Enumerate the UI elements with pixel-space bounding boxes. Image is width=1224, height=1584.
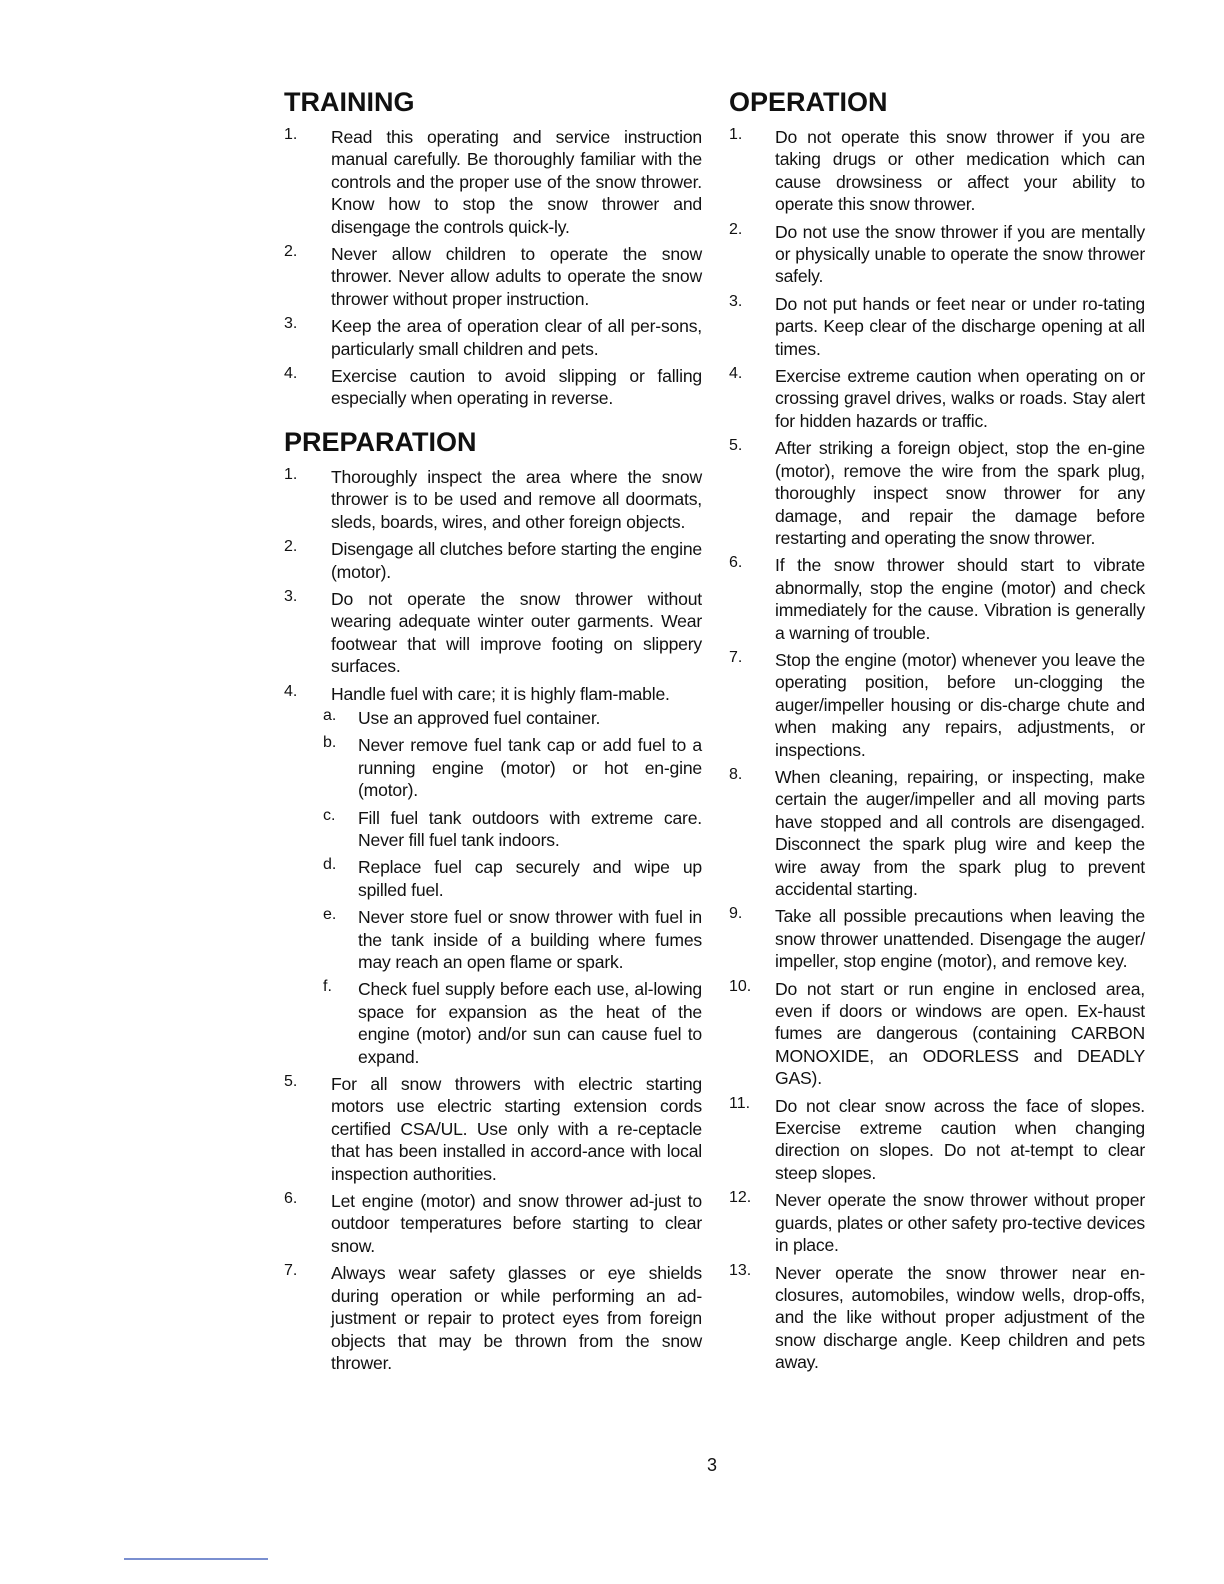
item-number: 2. [729, 220, 743, 238]
operation-item [729, 554, 1145, 644]
operation-item [729, 221, 1145, 288]
item-text: Always wear safety glasses or eye shields during operation or while performing an ad-justment or repair to protect eyes from foreign objects that may be thrown from the snow thrower. [331, 1263, 702, 1373]
item-number: 1. [729, 126, 743, 143]
preparation-list [284, 466, 702, 1374]
preparation-item [284, 683, 702, 1069]
training-item [284, 365, 702, 410]
item-number: 11. [729, 1094, 751, 1112]
operation-item [729, 126, 1145, 216]
item-number: 13. [729, 1261, 752, 1279]
sub-item [323, 806, 702, 852]
training-item [284, 315, 702, 360]
item-number: 2. [284, 243, 298, 261]
sub-item-letter: c. [323, 806, 336, 824]
sub-item-letter: d. [323, 856, 337, 874]
sub-item-text: Use an approved fuel container. [358, 707, 601, 728]
sub-item-text: Replace fuel cap securely and wipe up spilled fuel. [358, 857, 702, 900]
operation-item [729, 437, 1145, 549]
item-number: 5. [284, 1073, 298, 1091]
item-text: Keep the area of operation clear of all per-sons, particularly small children and pets. [331, 316, 702, 359]
item-text: Do not operate the snow thrower without wearing adequate winter outer garments. Wear footwear that will improve footing on slippery surfaces. [331, 588, 702, 677]
item-number: 4. [284, 365, 298, 383]
sub-item [323, 906, 702, 973]
sub-item-text: Never store fuel or snow thrower with fuel in the tank inside of a building where fumes may reach an open flame or spark. [358, 907, 702, 972]
item-number: 9. [729, 905, 743, 923]
item-number: 6. [729, 554, 743, 572]
operation-item [729, 1262, 1145, 1374]
sub-item [323, 734, 702, 801]
item-text: Thoroughly inspect the area where the snow thrower is to be used and remove all doormats, sleds, boards, wires, and other foreign objects. [331, 466, 702, 532]
training-list [284, 126, 702, 410]
item-number: 2. [284, 538, 298, 556]
sub-item-text: Never remove fuel tank cap or add fuel to a running engine (motor) or hot en-gine (motor). [358, 735, 702, 801]
sub-item-letter: e. [323, 906, 337, 924]
operation-item [729, 905, 1145, 972]
item-text: Take all possible precautions when leaving the snow thrower unattended. Disengage the auger/ impeller, stop engine (motor), and remove key. [775, 906, 1145, 972]
operation-item [729, 978, 1145, 1090]
item-text: Never operate the snow thrower near en-closures, automobiles, window wells, drop-offs, and the like without proper adjustment of the snow discharge angle. Keep children and pets away. [775, 1262, 1145, 1373]
item-text: Do not clear snow across the face of slopes. Exercise extreme caution when changing direction on slopes. Do not at-tempt to clear steep slopes. [775, 1095, 1145, 1183]
item-number: 3. [284, 315, 298, 333]
preparation-item [284, 1190, 702, 1257]
item-text: Handle fuel with care; it is highly flam-mable. [331, 683, 670, 704]
right-column [729, 84, 1145, 1379]
left-column [284, 84, 702, 1379]
item-number: 1. [284, 126, 298, 143]
page-number: 3 [706, 1455, 717, 1475]
sub-item-letter: a. [323, 706, 337, 724]
item-number: 1. [284, 465, 298, 483]
item-text: Let engine (motor) and snow thrower ad-just to outdoor temperatures before starting to clear snow. [331, 1191, 702, 1256]
preparation-item [284, 1073, 702, 1185]
item-text: Do not start or run engine in enclosed area, even if doors or windows are open. Ex-haust fumes are dangerous (containing CARBON MONOXIDE, an ODORLESS and DEADLY GAS). [775, 978, 1145, 1089]
operation-item [729, 1189, 1145, 1256]
training-item [284, 126, 702, 238]
operation-item [729, 649, 1145, 761]
sub-item-text: Check fuel supply before each use, al-lowing space for expansion as the heat of the engine (motor) and/or sun can cause fuel to expand. [358, 979, 702, 1067]
bottom-rule [124, 1558, 268, 1560]
preparation-heading: PREPARATION [284, 426, 477, 457]
item-text: Do not use the snow thrower if you are mentally or physically unable to operate the snow thrower safely. [775, 221, 1145, 287]
operation-item [729, 1095, 1145, 1185]
item-text: Never allow children to operate the snow thrower. Never allow adults to operate the snow thrower without proper instruction. [331, 244, 702, 309]
item-text: Do not operate this snow thrower if you are taking drugs or other medication which can cause drowsiness or affect your ability to operate this snow thrower. [775, 127, 1145, 215]
operation-item [729, 766, 1145, 900]
item-number: 5. [729, 437, 743, 455]
item-text: Never operate the snow thrower without proper guards, plates or other safety pro-tective devices in place. [775, 1190, 1145, 1256]
fuel-handling-sublist [323, 706, 702, 1068]
preparation-item [284, 588, 702, 678]
item-text: Read this operating and service instruction manual carefully. Be thoroughly familiar with the controls and the proper use of the snow thrower. Know how to stop the snow thrower and disengage the controls quick-ly. [331, 127, 702, 237]
operation-list [729, 126, 1145, 1374]
preparation-item [284, 538, 702, 583]
item-text: When cleaning, repairing, or inspecting, make certain the auger/impeller and all moving parts have stopped and all controls are disengaged. Disconnect the spark plug wire and keep the wire away from the spark plug to prevent accidental starting. [775, 766, 1145, 899]
item-number: 8. [729, 765, 743, 783]
item-number: 4. [729, 365, 743, 383]
item-text: Disengage all clutches before starting the engine (motor). [331, 539, 702, 582]
sub-item-letter: f. [323, 978, 332, 996]
item-text: Exercise caution to avoid slipping or falling especially when operating in reverse. [331, 366, 702, 409]
operation-item [729, 293, 1145, 360]
training-item [284, 243, 702, 310]
sub-item-text: Fill fuel tank outdoors with extreme care. Never fill fuel tank indoors. [358, 807, 702, 850]
sub-item [323, 978, 702, 1068]
item-number: 3. [284, 587, 298, 605]
sub-item-letter: b. [323, 734, 337, 752]
item-number: 12. [729, 1189, 752, 1207]
item-number: 10. [729, 977, 752, 995]
item-number: 3. [729, 292, 743, 310]
item-number: 7. [729, 648, 743, 666]
operation-heading: OPERATION [729, 87, 888, 117]
item-number: 7. [284, 1262, 298, 1280]
sub-item [323, 706, 702, 729]
item-text: For all snow throwers with electric starting motors use electric starting extension cords certified CSA/UL. Use only with a re-ceptacle that has been installed in accord-ance with local inspection authorities. [331, 1074, 702, 1184]
item-text: Exercise extreme caution when operating on or crossing gravel drives, walks or roads. Stay alert for hidden hazards or traffic. [775, 366, 1145, 431]
item-number: 4. [284, 682, 298, 700]
sub-item [323, 856, 702, 901]
training-heading: TRAINING [284, 87, 415, 117]
preparation-item [284, 1262, 702, 1374]
item-text: Do not put hands or feet near or under ro-tating parts. Keep clear of the discharge opening at all times. [775, 293, 1145, 359]
operation-item [729, 365, 1145, 432]
item-text: Stop the engine (motor) whenever you leave the operating position, before un-clogging the auger/impeller housing or dis-charge chute and when making any repairs, adjustments, or inspections. [775, 649, 1145, 760]
item-text: After striking a foreign object, stop the en-gine (motor), remove the wire from the spark plug, thoroughly inspect snow thrower for any damage, and repair the damage before restarting and operating the snow thrower. [775, 438, 1145, 548]
preparation-item [284, 466, 702, 533]
item-text: If the snow thrower should start to vibrate abnormally, stop the engine (motor) and check immediately for the cause. Vibration is generally a warning of trouble. [775, 555, 1145, 643]
item-number: 6. [284, 1190, 298, 1208]
